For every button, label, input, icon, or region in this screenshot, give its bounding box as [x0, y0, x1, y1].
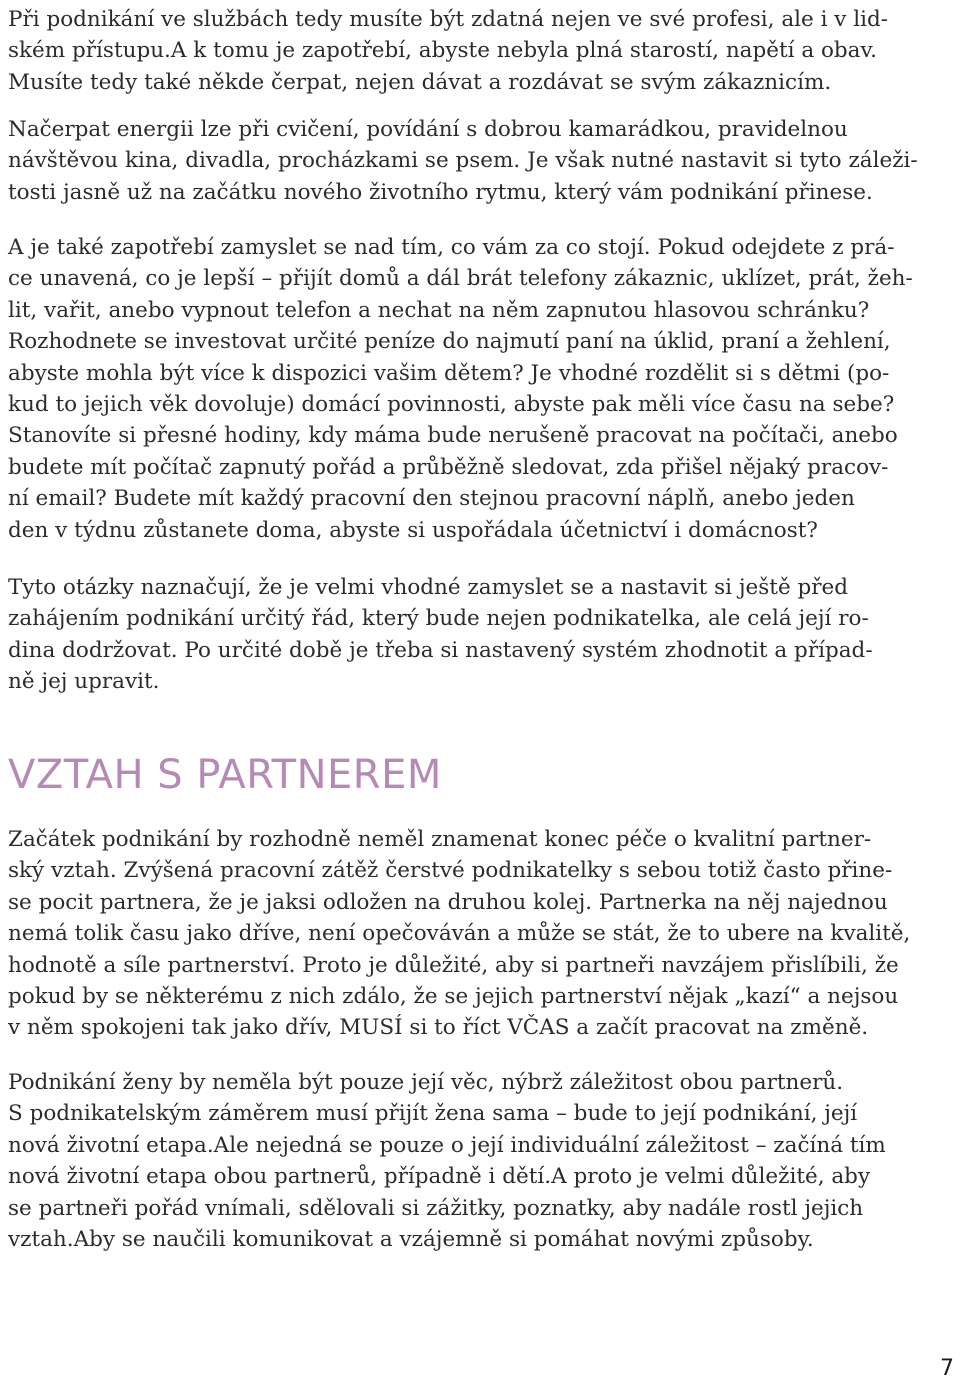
section-heading: VZTAH S PARTNEREM [8, 752, 442, 798]
text-line: Načerpat energii lze při cvičení, povídání s dobrou kamarádkou, pravidelnou [8, 117, 848, 142]
text-line: v něm spokojeni tak jako dřív, MUSÍ si to říct VČAS a začít pracovat na změně. [8, 1015, 869, 1041]
text-line: den v týdnu zůstanete doma, abyste si uspořádala účetnictví i domácnost? [8, 517, 818, 543]
text-line: A je také zapotřebí zamyslet se nad tím, co vám za co stojí. Pokud odejdete z prá- [8, 235, 895, 260]
text-line: tosti jasně už na začátku nového životního rytmu, který vám podnikání přinese. [8, 179, 873, 205]
page-number: 7 [940, 1356, 954, 1381]
text-line: Při podnikání ve službách tedy musíte být zdatná nejen ve své profesi, ale i v lid- [8, 7, 889, 32]
text-line: vztah.Aby se naučili komunikovat a vzájemně si pomáhat novými způsoby. [8, 1227, 814, 1252]
text-line: S podnikatelským záměrem musí přijít žena sama – bude to její podnikání, její [8, 1101, 858, 1127]
text-line: dina dodržovat. Po určité době je třeba si nastavený systém zhodnotit a případ- [8, 637, 873, 663]
text-line: ském přístupu.A k tomu je zapotřebí, abyste nebyla plná starostí, napětí a obav. [8, 38, 877, 64]
text-line: abyste mohla být více k dispozici vašim dětem? Je vhodné rozdělit si s dětmi (po- [8, 360, 890, 386]
text-line: pokud by se některému z nich zdálo, že se jejich partnerství nějak „kazí“ a nejsou [8, 984, 899, 1009]
text-line: kud to jejich věk dovoluje) domácí povinnosti, abyste pak měli více času na sebe? [8, 392, 895, 417]
text-line: nemá tolik času jako dříve, není opečováván a může se stát, že to ubere na kvalitě, [8, 921, 911, 947]
text-line: nová životní etapa.Ale nejedná se pouze o její individuální záležitost – začíná tím [8, 1132, 886, 1158]
text-line: ní email? Budete mít každý pracovní den stejnou pracovní náplň, anebo jeden [8, 486, 855, 512]
text-line: se partneři pořád vnímali, sdělovali si zážitky, poznatky, aby nadále rostl jejich [8, 1195, 864, 1221]
text-line: se pocit partnera, že je jaksi odložen na druhou kolej. Partnerka na něj najednou [8, 889, 888, 915]
text-line: ce unavená, co je lepší – přijít domů a dál brát telefony zákaznic, uklízet, prát, žeh- [8, 266, 913, 292]
text-line: Tyto otázky naznačují, že je velmi vhodné zamyslet se a nastavit si ještě před [8, 575, 849, 600]
text-line: návštěvou kina, divadla, procházkami se psem. Je však nutné nastavit si tyto záleži- [8, 148, 918, 174]
text-line: Musíte tedy také někde čerpat, nejen dávat a rozdávat se svým zákaznicím. [8, 69, 832, 95]
text-line: nová životní etapa obou partnerů, případně i dětí.A proto je velmi důležité, aby [8, 1164, 871, 1190]
text-line: ský vztah. Zvýšená pracovní zátěž čerstvé podnikatelky s sebou totiž často přine- [8, 858, 893, 884]
text-line: Rozhodnete se investovat určité peníze do najmutí paní na úklid, praní a žehlení, [8, 329, 891, 355]
text-line: zahájením podnikání určitý řád, který bude nejen podnikatelka, ale celá její ro- [8, 606, 869, 632]
text-line: budete mít počítač zapnutý pořád a průběžně sledovat, zda přišel nějaký pracov- [8, 454, 889, 480]
text-line: hodnotě a síle partnerství. Proto je důležité, aby si partneři navzájem přislíbili, že [8, 952, 899, 978]
text-line: Podnikání ženy by neměla být pouze její věc, nýbrž záležitost obou partnerů. [8, 1070, 844, 1095]
text-line: Stanovíte si přesné hodiny, kdy máma bude nerušeně pracovat na počítači, anebo [8, 423, 898, 449]
text-line: lit, vařit, anebo vypnout telefon a nechat na něm zapnutou hlasovou schránku? [8, 297, 870, 323]
text-line: ně jej upravit. [8, 669, 160, 695]
text-line: Začátek podnikání by rozhodně neměl znamenat konec péče o kvalitní partner- [8, 827, 872, 852]
